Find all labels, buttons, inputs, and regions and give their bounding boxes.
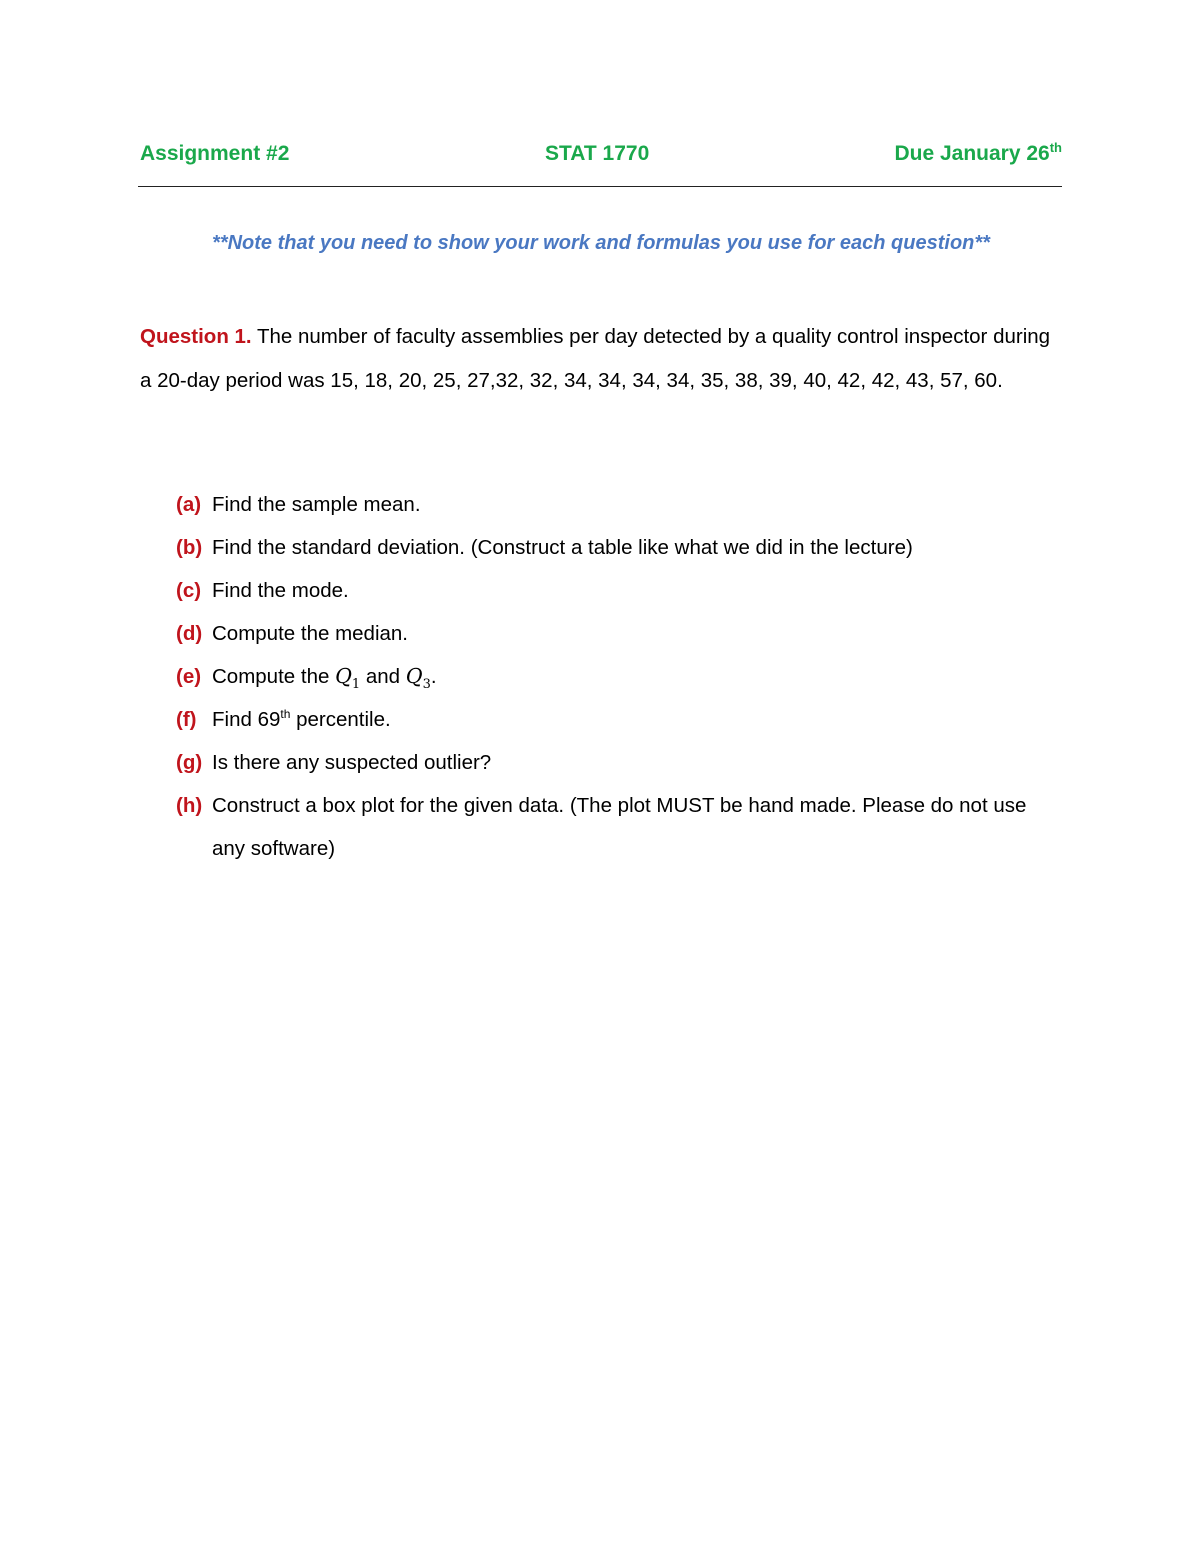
part-b-label: (b) [176,536,203,559]
q1-symbol [335,664,361,692]
question-1-text: The number of faculty assemblies per day detected by a quality control inspector during a 20-day period was 15, 18, 20, 25, 27,32, 32, 34, 34, 34, 34, 35, 38, 39, 40, 42, 42, 43, 57, 60. [140,325,1051,392]
part-e-text-post: . [430,665,437,688]
part-f-text-post: percentile. [290,708,391,731]
part-a [176,483,1056,526]
part-f-text-pre: Find 69 [212,708,281,731]
part-g [176,741,1056,784]
question-1-parts [176,483,1056,870]
instruction-note: **Note that you need to show your work and formulas you use for each question** [212,232,990,254]
part-d-label: (d) [176,622,203,645]
part-f-ordinal: th [280,707,291,721]
due-date-text: Due January 26 [894,142,1050,165]
part-c [176,569,1056,612]
part-f-label: (f) [176,708,197,731]
part-c-label: (c) [176,579,202,602]
part-d [176,612,1056,655]
part-d-text: Compute the median. [212,622,409,645]
part-f [176,698,1056,741]
part-e-label: (e) [176,665,202,688]
question-1 [140,315,1062,402]
part-b-text: Find the standard deviation. (Construct a table like what we did in the lecture) [212,536,913,559]
part-h-text: Construct a box plot for the given data. (The plot MUST be hand made. Please do not use any software) [212,794,1027,860]
due-date [894,142,1062,166]
part-h [176,784,1056,870]
question-1-label: Question 1. [140,325,252,348]
course-code: STAT 1770 [545,142,650,165]
document-header [140,140,1062,172]
q3-subscript: 3 [422,677,431,692]
part-g-label: (g) [176,751,203,774]
q1-var: Q [335,664,352,688]
part-c-text: Find the mode. [212,579,349,602]
part-b [176,526,1056,569]
part-e-text-mid: and [360,665,406,688]
part-e-text-pre: Compute the [212,665,336,688]
part-e [176,655,1056,698]
due-date-suffix: th [1049,140,1062,155]
q1-subscript: 1 [351,677,361,692]
part-a-text: Find the sample mean. [212,493,421,516]
assignment-title: Assignment #2 [140,142,290,165]
header-divider [138,186,1062,187]
part-h-label: (h) [176,794,203,817]
q3-symbol [405,664,431,692]
part-a-label: (a) [176,493,202,516]
part-g-text: Is there any suspected outlier? [212,751,492,774]
q3-var: Q [405,664,423,688]
